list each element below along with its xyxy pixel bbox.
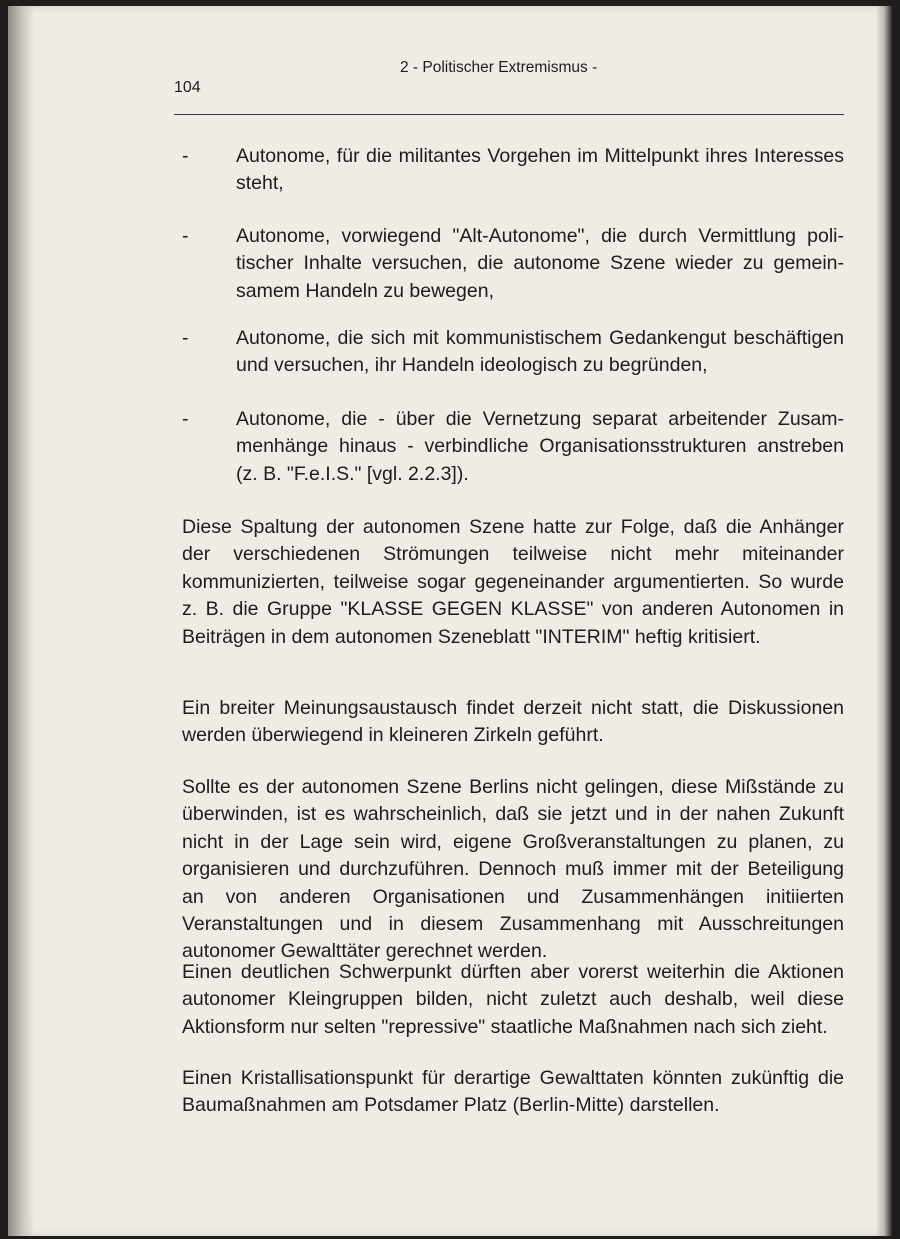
- book-gutter-shadow: [8, 6, 34, 1236]
- list-item-text: Autonome, die sich mit kommunistischem Gedankengut beschäftigen und versuchen, ihr Handeln ideologisch zu begründen,: [236, 327, 844, 377]
- paragraph: Einen deutlichen Schwerpunkt dürften aber vorerst weiterhin die Aktionen autonomer Kleingruppen bilden, nicht zuletzt auch deshalb, weil diese Aktionsform nur selten "repressive" staatliche Maßnahmen nach sich zieht.: [182, 961, 844, 1038]
- list-item-text: Autonome, für die militantes Vorgehen im Mittelpunkt ihres Interesses steht,: [236, 145, 844, 195]
- paragraph: Ein breiter Meinungsaustausch findet derzeit nicht statt, die Diskussionen werden überwiegend in kleineren Zirkeln geführt.: [182, 697, 844, 747]
- list-dash: -: [182, 145, 189, 167]
- list-dash: -: [182, 327, 189, 349]
- list-item-text: Autonome, die - über die Vernetzung separat arbeitender Zusammenhänge hinaus - verbindliche Organisationsstrukturen anstreben (z. B. "F.e.I.S." [vgl. 2.2.3]).: [236, 408, 844, 485]
- page-edge-shadow: [876, 6, 892, 1236]
- page-number: 104: [174, 79, 201, 96]
- paragraph: Sollte es der autonomen Szene Berlins nicht gelingen, diese Mißstände zu überwinden, ist es wahrscheinlich, daß sie jetzt und in der nahen Zukunft nicht in der Lage sein wird, eigene Großveranstaltungen zu planen, zu organisieren und durchzuführen. Dennoch muß immer mit der Beteiligung an von anderen Organisationen und Zusammenhängen initiierten Veranstaltungen und in diesem Zusammenhang mit Ausschreitungen autonomer Gewalttäter gerechnet werden.: [182, 776, 844, 963]
- list-item-text: Autonome, vorwiegend "Alt-Autonome", die durch Vermittlung politischer Inhalte versuchen, die autonome Szene wieder zu gemeinsamem Handeln zu bewegen,: [236, 225, 844, 302]
- list-dash: -: [182, 225, 189, 247]
- running-head: 2 - Politischer Extremismus -: [400, 59, 598, 76]
- list-dash: -: [182, 408, 189, 430]
- paragraph: Diese Spaltung der autonomen Szene hatte zur Folge, daß die Anhänger der verschiedenen Strömungen teilweise nicht mehr miteinander kommunizierten, teilweise sogar gegeneinander argumentierten. So wurde z. B. die Gruppe "KLASSE GEGEN KLASSE" von anderen Autonomen in Beiträgen in dem autonomen Szeneblatt "INTERIM" heftig kritisiert.: [182, 516, 844, 648]
- document-page: [8, 6, 892, 1236]
- header-rule: [174, 114, 844, 115]
- paragraph: Einen Kristallisationspunkt für derartige Gewalttaten könnten zukünftig die Baumaßnahmen am Potsdamer Platz (Berlin-Mitte) darstellen.: [182, 1067, 844, 1117]
